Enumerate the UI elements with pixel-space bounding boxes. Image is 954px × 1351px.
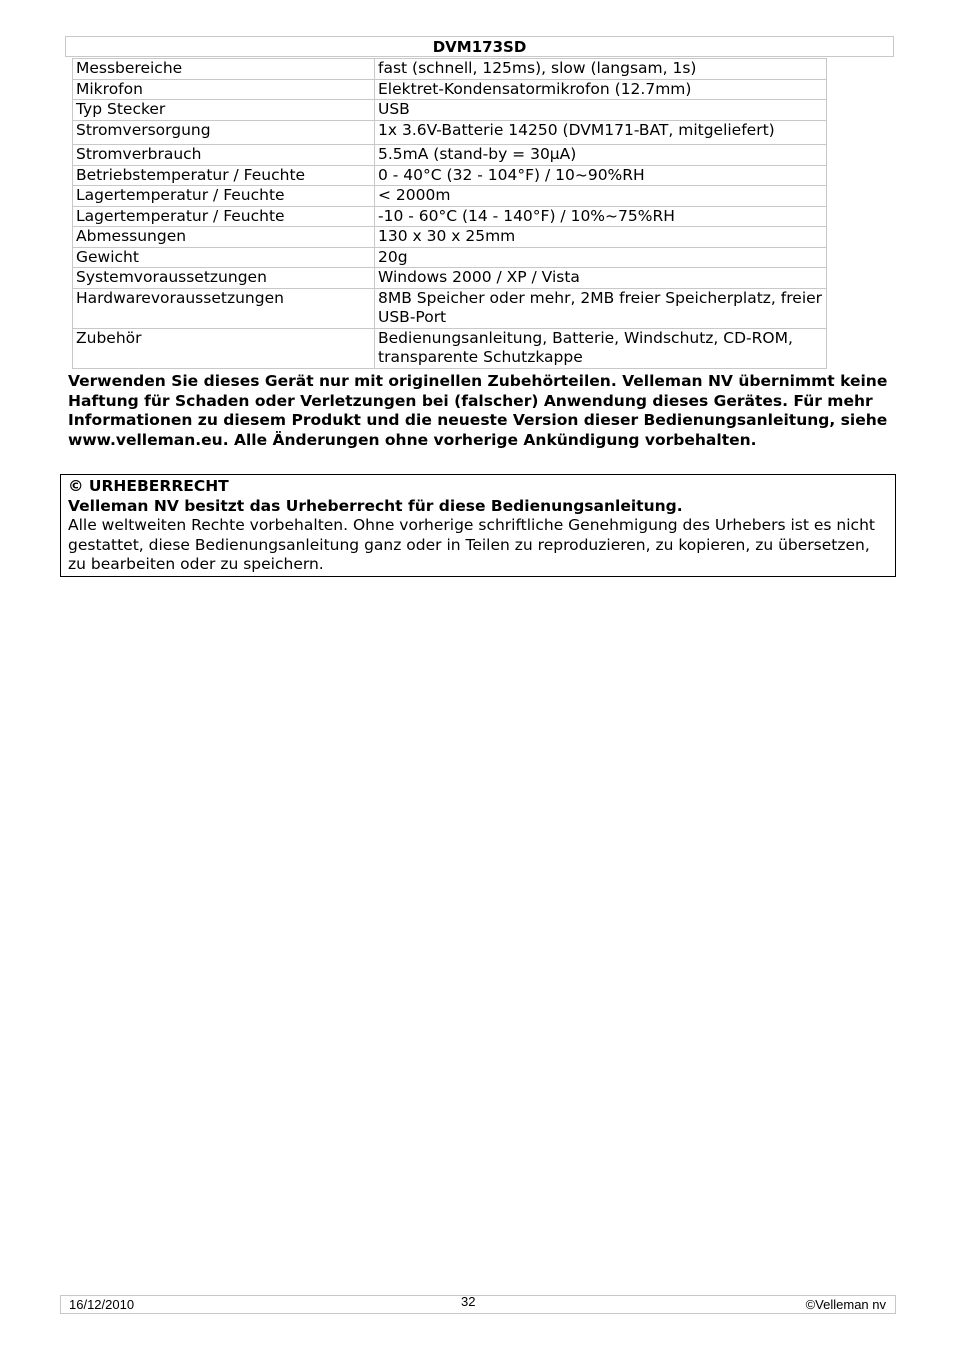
footer-date: 16/12/2010 <box>69 1297 135 1312</box>
header-box <box>65 36 894 57</box>
copyright-body: Alle weltweiten Rechte vorbehalten. Ohne vorherige schriftliche Genehmigung des Urhebers ist es nicht gestattet, diese Bedienungsanleitung ganz oder in Teilen zu reproduzieren, zu kopieren, zu übersetzen, zu bearbeiten oder zu speichern. <box>68 516 875 573</box>
table-row <box>73 165 827 186</box>
spec-label: Mikrofon <box>73 79 375 100</box>
table-row <box>73 206 827 227</box>
spec-label: Messbereiche <box>73 59 375 80</box>
table-row <box>73 120 827 145</box>
spec-value: 20g <box>375 247 827 268</box>
copyright-subtitle: Velleman NV besitzt das Urheberrecht für diese Bedienungsanleitung. <box>68 496 683 515</box>
spec-label: Gewicht <box>73 247 375 268</box>
table-row <box>73 288 827 328</box>
spec-value: 1x 3.6V-Batterie 14250 (DVM171-BAT, mitgeliefert) <box>375 120 827 145</box>
spec-value: 8MB Speicher oder mehr, 2MB freier Speicherplatz, freier USB-Port <box>375 288 827 328</box>
table-row <box>73 59 827 80</box>
copyright-title: © URHEBERRECHT <box>68 477 229 495</box>
spec-label: Systemvoraussetzungen <box>73 268 375 289</box>
spec-value: Windows 2000 / XP / Vista <box>375 268 827 289</box>
spec-label: Abmessungen <box>73 227 375 248</box>
spec-value: Bedienungsanleitung, Batterie, Windschutz, CD-ROM, transparente Schutzkappe <box>375 328 827 368</box>
table-row <box>73 100 827 121</box>
specifications-table <box>72 58 827 369</box>
spec-value: < 2000m <box>375 186 827 207</box>
table-row <box>73 79 827 100</box>
document-title: DVM173SD <box>432 38 527 56</box>
spec-label: Typ Stecker <box>73 100 375 121</box>
spec-value: USB <box>375 100 827 121</box>
footer-copyright: ©Velleman nv <box>805 1297 886 1312</box>
table-row <box>73 145 827 166</box>
spec-label: Zubehör <box>73 328 375 368</box>
table-row <box>73 328 827 368</box>
spec-label: Hardwarevoraussetzungen <box>73 288 375 328</box>
spec-value: 130 x 30 x 25mm <box>375 227 827 248</box>
spec-label: Lagertemperatur / Feuchte <box>73 206 375 227</box>
spec-value: fast (schnell, 125ms), slow (langsam, 1s) <box>375 59 827 80</box>
spec-value: -10 - 60°C (14 - 140°F) / 10%~75%RH <box>375 206 827 227</box>
page-number: 32 <box>461 1294 476 1309</box>
spec-value: 0 - 40°C (32 - 104°F) / 10~90%RH <box>375 165 827 186</box>
table-row <box>73 268 827 289</box>
spec-label: Betriebstemperatur / Feuchte <box>73 165 375 186</box>
copyright-box <box>60 474 896 577</box>
table-row <box>73 247 827 268</box>
page-footer <box>60 1295 896 1314</box>
spec-label: Stromversorgung <box>73 120 375 145</box>
table-row <box>73 186 827 207</box>
spec-value: 5.5mA (stand-by = 30µA) <box>375 145 827 166</box>
spec-label: Lagertemperatur / Feuchte <box>73 186 375 207</box>
spec-value: Elektret-Kondensatormikrofon (12.7mm) <box>375 79 827 100</box>
accessory-notice: Verwenden Sie dieses Gerät nur mit originellen Zubehörteilen. Velleman NV übernimmt keine Haftung für Schaden oder Verletzungen bei (falscher) Anwendung dieses Gerätes. Für mehr Informationen zu diesem Produkt und die neueste Version dieser Bedienungsanleitung, siehe www.velleman.eu. Alle Änderungen ohne vorherige Ankündigung vorbehalten. <box>68 372 888 449</box>
spec-label: Stromverbrauch <box>73 145 375 166</box>
table-row <box>73 227 827 248</box>
